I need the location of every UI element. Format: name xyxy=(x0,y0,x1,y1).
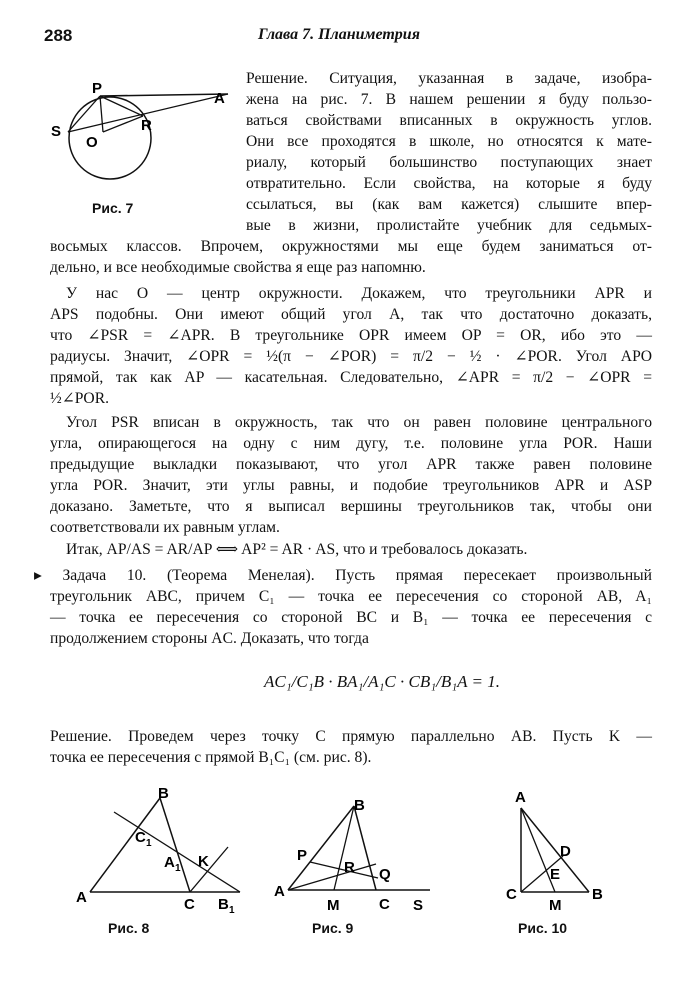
p2-line-2: APS подобны. Они имеют общий угол A, так что достаточно доказать, xyxy=(50,306,652,323)
fig7-label-a: A xyxy=(214,90,225,107)
p3-line-6: соответствовали их равным углам. xyxy=(50,519,280,536)
figure-9 xyxy=(270,792,440,922)
fig10-label-c: C xyxy=(506,886,517,903)
fig8-label-b: B xyxy=(158,785,169,802)
menelaus-formula: AC₁/C₁B · BA₁/A₁C · CB₁/B₁A = 1. xyxy=(264,672,500,691)
fig10-label-b: B xyxy=(592,886,603,903)
fig9-label-c: C xyxy=(379,896,390,913)
figure-8 xyxy=(68,782,268,922)
fig8-label-k: K xyxy=(198,853,209,870)
fig8-label-c1-sub: 1 xyxy=(146,838,152,849)
p2-line-5: прямой, так как AP — касательная. Следовательно, ∠APR = π/2 − ∠OPR = xyxy=(50,369,652,386)
figure-7-caption: Рис. 7 xyxy=(92,200,134,216)
fig7-label-s: S xyxy=(51,123,62,140)
figure-7 xyxy=(40,72,245,202)
p5-line-2: точка ее пересечения с прямой B₁C₁ (см. рис. 8). xyxy=(50,749,372,766)
page-number: 288 xyxy=(44,26,73,45)
p1-line-4: Они все проходятся в школе, но относятся к мате- xyxy=(246,133,652,150)
fig10-label-e: E xyxy=(550,866,561,883)
task-line-4: продолжением стороны AC. Доказать, что тогда xyxy=(50,630,369,647)
running-title: Глава 7. Планиметрия xyxy=(258,26,420,43)
fig8-label-c: C xyxy=(184,896,195,913)
p2-line-3: что ∠PSR = ∠APR. В треугольнике OPR имеем OP = OR, ибо это — xyxy=(50,327,652,344)
p3-line-5: доказано. Заметьте, что я выписал вершины треугольников так, чтобы они xyxy=(50,498,652,515)
fig10-label-m: M xyxy=(549,897,562,914)
p1-line-10: дельно, и все необходимые свойства я еще раз напомню. xyxy=(50,259,426,276)
fig7-label-o: O xyxy=(86,134,98,151)
p1-line-3: ваться свойствами вписанных в окружность углов. xyxy=(246,112,652,129)
fig8-label-b1-sub: 1 xyxy=(229,905,235,916)
p1-line-2: жена на рис. 7. В нашем решении я буду пользо- xyxy=(246,91,652,108)
p1-line-8: вые в жизни, пролистайте учебник для седьмых- xyxy=(246,217,652,234)
fig9-label-a: A xyxy=(274,883,285,900)
fig7-label-p: P xyxy=(92,80,103,97)
fig9-label-q: Q xyxy=(379,866,391,883)
p3-line-1: Угол PSR вписан в окружность, так что он равен половине центрального xyxy=(66,414,652,431)
fig8-label-a: A xyxy=(76,889,87,906)
p2-line-6: ½∠POR. xyxy=(50,390,109,407)
fig9-label-r: R xyxy=(344,859,355,876)
figure-9-caption: Рис. 9 xyxy=(312,920,354,936)
fig9-label-b: B xyxy=(354,797,365,814)
p2-line-4: радиусы. Значит, ∠OPR = ½(π − ∠POR) = π/2 − ½ · ∠POR. Угол APO xyxy=(50,348,652,365)
task-line-2: треугольник ABC, причем C₁ — точка ее пересечения со стороной AB, A₁ xyxy=(50,588,652,605)
figure-10 xyxy=(505,782,605,922)
fig9-label-m: M xyxy=(327,897,340,914)
fig9-label-s: S xyxy=(413,897,424,914)
fig8-label-c1: C xyxy=(135,829,146,846)
p1-line-7: ссылаться, вы (как вам кажется) слышите впер- xyxy=(246,196,652,213)
p5-line-1: Решение. Проведем через точку C прямую параллельно AB. Пусть K — xyxy=(50,728,652,745)
p3-line-4: угла POR. Значит, эти углы равны, и подобие треугольников APR и ASP xyxy=(50,477,652,494)
p3-line-3: предыдущие выкладки показывают, что угол APR также равен половине xyxy=(50,456,652,473)
p3-line-2: угла, опирающегося на одну с ним дугу, т.е. половине угла POR. Наши xyxy=(50,435,652,452)
p1-line-1: Решение. Ситуация, указанная в задаче, изобра- xyxy=(246,70,652,87)
fig8-label-a1-sub: 1 xyxy=(175,863,181,874)
p1-line-9: восьмых классов. Впрочем, окружностями мы еще будем заниматься от- xyxy=(50,238,652,255)
task-line-3: — точка ее пересечения со стороной BC и B₁ — точка ее пересечения с xyxy=(50,609,652,626)
fig8-label-b1: B xyxy=(218,896,229,913)
p1-line-6: отвратительно. Если свойства, на которые я буду xyxy=(246,175,652,192)
p1-line-5: риалу, который большинство поступающих знает xyxy=(246,154,652,171)
fig8-label-a1: A xyxy=(164,854,175,871)
figure-10-caption: Рис. 10 xyxy=(518,920,568,936)
fig10-label-a: A xyxy=(515,789,526,806)
fig10-label-d: D xyxy=(560,843,571,860)
p2-line-1: У нас O — центр окружности. Докажем, что треугольники APR и xyxy=(66,285,652,302)
fig7-label-r: R xyxy=(141,117,152,134)
conclusion-line: Итак, AP/AS = AR/AP ⟺ AP² = AR · AS, что и требовалось доказать. xyxy=(66,541,528,558)
figure-8-caption: Рис. 8 xyxy=(108,920,150,936)
task-line-1: ▸ Задача 10. (Теорема Менелая). Пусть прямая пересекает произвольный xyxy=(34,567,652,584)
fig9-label-p: P xyxy=(297,847,308,864)
